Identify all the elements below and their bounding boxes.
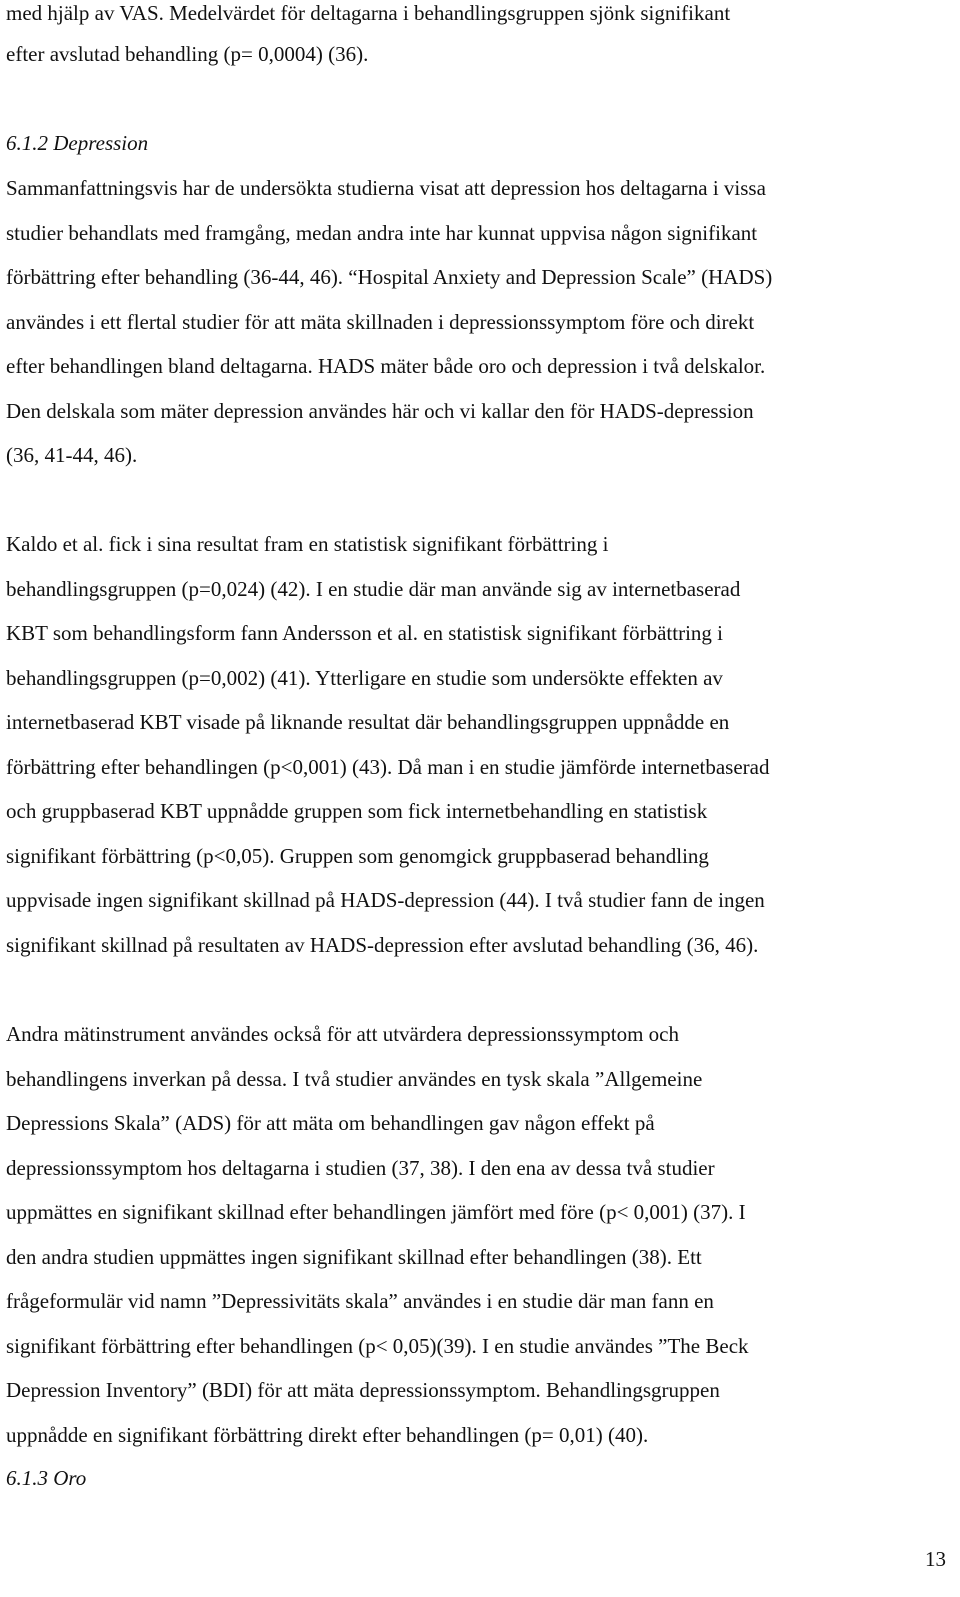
text-line: behandlingsgruppen (p=0,024) (42). I en studie där man använde sig av internetbaserad	[6, 577, 741, 601]
text-line: den andra studien uppmättes ingen signifikant skillnad efter behandlingen (38). Ett	[6, 1245, 702, 1269]
text-line: användes i ett flertal studier för att mäta skillnaden i depressionssymptom före och direkt	[6, 310, 755, 334]
text-line: förbättring efter behandlingen (p<0,001) (43). Då man i en studie jämförde internetbaserad	[6, 755, 770, 779]
text-line: Den delskala som mäter depression användes här och vi kallar den för HADS-depression	[6, 399, 754, 423]
text-line: studier behandlats med framgång, medan andra inte har kunnat uppvisa någon signifikant	[6, 221, 758, 245]
text-line: signifikant skillnad på resultaten av HADS-depression efter avslutad behandling (36, 46).	[6, 933, 759, 957]
page-number: 13	[925, 1547, 946, 1571]
text-line: behandlingsgruppen (p=0,002) (41). Ytterligare en studie som undersökte effekten av	[6, 666, 723, 690]
text-line: behandlingens inverkan på dessa. I två studier användes en tysk skala ”Allgemeine	[6, 1067, 703, 1091]
text-line: frågeformulär vid namn ”Depressivitäts skala” användes i en studie där man fann en	[6, 1289, 714, 1313]
section-heading-depression: 6.1.2 Depression	[6, 131, 149, 155]
text-line: Depression Inventory” (BDI) för att mäta depressionssymptom. Behandlingsgruppen	[6, 1378, 720, 1402]
text-line: uppnådde en signifikant förbättring direkt efter behandlingen (p= 0,01) (40).	[6, 1423, 649, 1447]
text-line: uppvisade ingen signifikant skillnad på HADS-depression (44). I två studier fann de ingen	[6, 888, 765, 912]
text-line: uppmättes en signifikant skillnad efter behandlingen jämfört med före (p< 0,001) (37). I	[6, 1200, 746, 1224]
text-line: med hjälp av VAS. Medelvärdet för deltagarna i behandlingsgruppen sjönk signifikant	[6, 1, 731, 25]
text-line: internetbaserad KBT visade på liknande resultat där behandlingsgruppen uppnådde en	[6, 710, 730, 734]
text-line: förbättring efter behandling (36-44, 46). “Hospital Anxiety and Depression Scale” (HADS)	[6, 265, 773, 289]
text-line: Andra mätinstrument användes också för att utvärdera depressionssymptom och	[6, 1022, 679, 1046]
text-line: depressionssymptom hos deltagarna i studien (37, 38). I den ena av dessa två studier	[6, 1156, 715, 1180]
text-line: Depressions Skala” (ADS) för att mäta om behandlingen gav någon effekt på	[6, 1111, 655, 1135]
text-line: signifikant förbättring efter behandlingen (p< 0,05)(39). I en studie användes ”The Beck	[6, 1334, 749, 1358]
text-line: och gruppbaserad KBT uppnådde gruppen som fick internetbehandling en statistisk	[6, 799, 708, 823]
text-line: KBT som behandlingsform fann Andersson et al. en statistisk signifikant förbättring i	[6, 621, 724, 645]
text-line: Kaldo et al. fick i sina resultat fram en statistisk signifikant förbättring i	[6, 532, 609, 556]
text-line: (36, 41-44, 46).	[6, 443, 138, 467]
text-line: Sammanfattningsvis har de undersökta studierna visat att depression hos deltagarna i vissa	[6, 176, 766, 200]
text-line: efter behandlingen bland deltagarna. HADS mäter både oro och depression i två delskalor.	[6, 354, 766, 378]
text-line: signifikant förbättring (p<0,05). Gruppen som genomgick gruppbaserad behandling	[6, 844, 709, 868]
text-line: efter avslutad behandling (p= 0,0004) (36).	[6, 42, 369, 66]
section-heading-oro: 6.1.3 Oro	[6, 1466, 87, 1490]
